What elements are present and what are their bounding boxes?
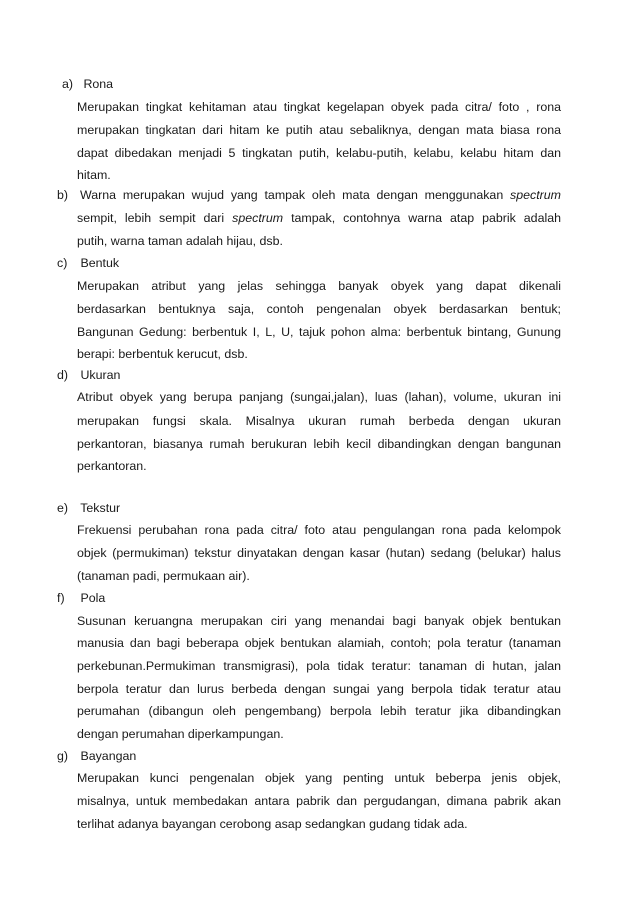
paragraph-line: berdasarkan bentuknya saja, contoh pengenalan obyek berdasarkan bentuk; — [77, 302, 561, 316]
line-text: sempit, lebih sempit dari — [77, 211, 233, 225]
paragraph-line: merupakan tingkatan dari hitam ke putih atau sebaliknya, dengan mata biasa rona — [77, 123, 561, 137]
section-title: Ukuran — [80, 368, 121, 382]
paragraph-line: (tanaman padi, permukaan air). — [77, 569, 250, 583]
section-title: Bayangan — [80, 749, 137, 763]
section-heading — [57, 365, 120, 385]
line-text: tampak, contohnya warna atap pabrik adalah — [283, 211, 562, 225]
section-title: Rona — [83, 77, 114, 91]
paragraph-line: misalnya, untuk membedakan antara pabrik dan pergudangan, dimana pabrik akan — [77, 794, 561, 808]
paragraph-line: manusia dan bagi beberapa objek bentukan alamiah, contoh; pola teratur (tanaman — [77, 636, 561, 650]
section-title: Bentuk — [80, 256, 120, 270]
paragraph-line: Atribut obyek yang berupa panjang (sungai,jalan), luas (lahan), volume, ukuran ini — [77, 390, 561, 404]
emphasis-term: spectrum — [510, 188, 561, 202]
paragraph-line: Merupakan kunci pengenalan objek yang penting untuk beberpa jenis objek, — [77, 771, 561, 785]
section-title: Tekstur — [80, 501, 121, 515]
paragraph-line: perkebunan.Permukiman transmigrasi), pola tidak teratur: tanaman di hutan, jalan — [77, 659, 561, 673]
line-text: Warna merupakan wujud yang tampak oleh mata dengan menggunakan — [80, 188, 511, 202]
paragraph-line: dengan perumahan diperkampungan. — [77, 727, 284, 741]
list-marker: a) — [62, 77, 74, 91]
paragraph-line: merupakan fungsi skala. Misalnya ukuran rumah berbeda dengan ukuran — [77, 414, 561, 428]
section-heading — [57, 185, 77, 205]
section-heading — [62, 74, 113, 94]
paragraph-line: putih, warna taman adalah hijau, dsb. — [77, 234, 283, 248]
paragraph-line: perkantoran. — [77, 459, 147, 473]
section-heading — [57, 588, 105, 608]
paragraph-line: Merupakan tingkat kehitaman atau tingkat kegelapan obyek pada citra/ foto , rona — [77, 100, 561, 114]
paragraph-line: objek (permukiman) tekstur dinyatakan dengan kasar (hutan) sedang (belukar) halus — [77, 546, 561, 560]
list-marker: b) — [57, 188, 69, 202]
paragraph-line — [77, 208, 561, 228]
list-marker: f) — [57, 591, 65, 605]
section-heading — [57, 498, 120, 518]
section-heading — [57, 253, 119, 273]
paragraph-line: perumahan (dibangun oleh pengembang) berpola lebih teratur jika dibandingkan — [77, 704, 561, 718]
list-marker: e) — [57, 501, 69, 515]
paragraph-line: berpola teratur dan lurus berbeda dengan sungai yang berpola tidak teratur atau — [77, 682, 561, 696]
paragraph-line: Bangunan Gedung: berbentuk I, L, U, tajuk pohon alma: berbentuk bintang, Gunung — [77, 325, 561, 339]
list-marker: c) — [57, 256, 68, 270]
paragraph-line: hitam. — [77, 168, 111, 182]
paragraph-line: Merupakan atribut yang jelas sehingga banyak obyek yang dapat dikenali — [77, 279, 561, 293]
list-marker: d) — [57, 368, 69, 382]
paragraph-line: Susunan keruangna merupakan ciri yang menandai bagi banyak objek bentukan — [77, 614, 561, 628]
section-title: Pola — [80, 591, 106, 605]
paragraph-line — [80, 185, 561, 205]
paragraph-line: dapat dibedakan menjadi 5 tingkatan putih, kelabu-putih, kelabu, kelabu hitam dan — [77, 146, 561, 160]
list-marker: g) — [57, 749, 69, 763]
paragraph-line: terlihat adanya bayangan cerobong asap sedangkan gudang tidak ada. — [77, 817, 468, 831]
section-heading — [57, 746, 136, 766]
paragraph-line: Frekuensi perubahan rona pada citra/ foto atau pengulangan rona pada kelompok — [77, 523, 561, 537]
paragraph-line: perkantoran, biasanya rumah berukuran lebih kecil dibandingkan dengan bangunan — [77, 437, 561, 451]
emphasis-term: spectrum — [232, 211, 284, 225]
paragraph-line: berapi: berbentuk kerucut, dsb. — [77, 347, 248, 361]
